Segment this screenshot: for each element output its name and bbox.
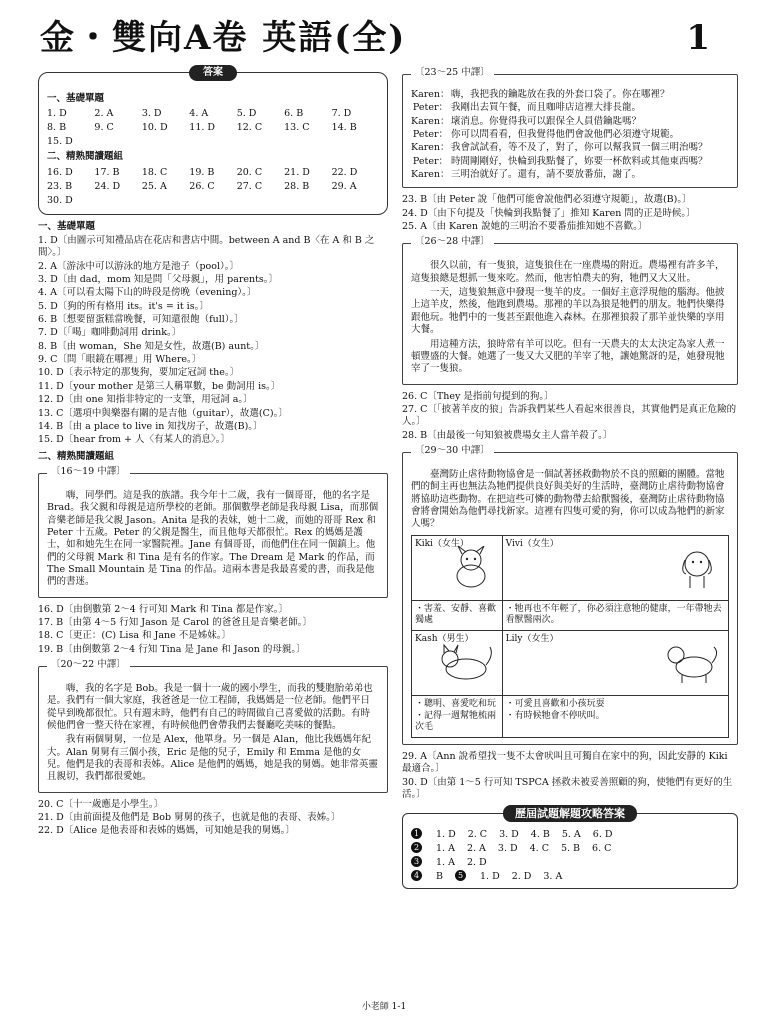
history-answer: 2. C xyxy=(467,829,488,841)
passage-paragraph: 一天，這隻狼無意中發現一隻羊的皮。一個好主意浮現他的腦海。他披上這羊皮，然後，他跑到農場。那裡的羊以為狼是牠們的朋友。牠們快樂得跟他玩。牠們中的一隻甚至跟他進入森林。在那裡狼殺了那羊並快樂的享用大餐。 xyxy=(411,287,725,336)
pet-name: Kiki（女生） xyxy=(415,538,469,549)
dialog xyxy=(411,89,729,181)
answer-explanation: 1. D〔由圖示可知禮品店在花店和書店中間。between A and B〈在 A 和 B 之間〉。〕 xyxy=(38,235,375,259)
pet-desc-line: ・記得一週幫牠梳兩次毛 xyxy=(415,710,497,733)
answer-explanation: 2. A〔游泳中可以游泳的地方是池子（pool）。〕 xyxy=(38,260,240,272)
history-answer: 1. A xyxy=(436,857,455,869)
answer-basic-grid xyxy=(47,107,379,149)
answer-explanation: 13. C〔選項中與樂器有關的是吉他（guitar），故選(C)。〕 xyxy=(38,407,288,419)
pet-desc-line: ・有時候牠會不停吠叫。 xyxy=(505,710,605,721)
passage-box-16-19 xyxy=(38,465,388,598)
dialog-speaker: Karen： xyxy=(411,89,450,100)
history-answer: 2. D xyxy=(466,857,487,869)
pet-table xyxy=(411,535,729,738)
answer-cell: 1. D xyxy=(47,108,67,120)
passage-paragraph: 臺灣防止虐待動物協會是一個試著拯救動物於不良的照顧的團體。當牠們的飼主再也無法為牠們提供良好與美好的生活時，臺灣防止虐待動物協會將協助這些動物。在把這些可憐的動物帶去給獸醫後，臺灣防止虐待動物協會將會開始為他們尋找新家。這裡有四隻可愛的狗，你可以成為牠們的新家人嗎？ xyxy=(411,468,725,530)
pet-desc-line: ・害羞、安靜、喜歡獨處 xyxy=(415,603,497,626)
passage-box-29-30 xyxy=(402,444,738,745)
answer-explanation: 24. D〔由下句提及「快輪到我點餐了」推知 Karen 問的正是時候。〕 xyxy=(402,207,696,219)
pet-desc-line: ・可愛且喜歡和小孩玩耍 xyxy=(505,699,605,709)
answer-cell: 11. D xyxy=(189,122,216,134)
passage-answers xyxy=(38,604,388,656)
answer-cell: 23. B xyxy=(47,180,73,192)
passage-answers xyxy=(402,751,738,801)
page-title: 金・雙向A卷 英語(全) xyxy=(40,18,407,58)
answer-explanation: 22. D〔Alice 是他表哥和表姊的媽媽，可知她是我的舅媽。〕 xyxy=(38,825,295,837)
circle-number-icon: 5 xyxy=(455,870,466,881)
circle-number-icon: 2 xyxy=(411,842,422,853)
passage-paragraph: 我有兩個舅舅，一位是 Alex，他單身。另一個是 Alan，他比我媽媽年紀大。Alan 舅舅有三個小孩，Eric 是他的兒子，Emily 和 Emma 是他的女兒。他們是我的表哥和表姊。Alice 是他們的媽媽，她是我的舅媽。她非常英靈且親切，我們都很愛她。 xyxy=(47,734,378,783)
passage-text xyxy=(47,490,379,589)
answer-cell: 2. A xyxy=(94,108,114,120)
history-answer: 6. C xyxy=(592,843,612,855)
answer-reading-grid xyxy=(47,166,379,208)
circle-number-icon: 3 xyxy=(411,856,422,867)
dialog-speaker: Karen： xyxy=(411,142,450,154)
dialog-speaker: Peter： xyxy=(412,155,448,167)
left-column xyxy=(38,67,388,839)
passage-label: 〔29～30 中譯〕 xyxy=(411,445,494,457)
answer-explanation: 3. D〔由 dad，mom 知是問「父母親」，用 parents。〕 xyxy=(38,274,279,286)
answer-cell: 26. C xyxy=(189,180,215,192)
answer-cell: 8. B xyxy=(47,122,67,134)
answer-explanation: 25. A〔由 Karen 說她的三明治不要番茄推知她不喜歡。〕 xyxy=(402,221,648,233)
answer-explanation: 30. D〔由第 1～5 行可知 TSPCA 拯救未被妥善照顧的狗，使牠們有更好的生活。〕 xyxy=(402,776,733,801)
answer-explanation: 6. B〔想要留蛋糕當晚餐，可知還很飽（full）。〕 xyxy=(38,314,244,326)
pet-desc-kash xyxy=(412,696,503,738)
header xyxy=(40,14,730,62)
answer-cell: 3. D xyxy=(141,108,162,120)
passage-box-23-25 xyxy=(402,67,738,188)
history-row xyxy=(411,856,729,870)
answer-explanation: 29. A〔Ann 說希望找一隻不太會吠叫且可獨自在家中的狗，因此安靜的 Kiki 最適合。〕 xyxy=(402,751,728,775)
answer-reading-title: 二、精熟閱讀題組 xyxy=(47,151,124,163)
answer-cell: 9. C xyxy=(94,122,114,134)
passage-label: 〔23～25 中譯〕 xyxy=(411,67,494,79)
history-answer: 4. B xyxy=(530,829,550,841)
passage-answers xyxy=(402,391,738,442)
history-answer: 3. A xyxy=(543,871,563,883)
answer-cell: 19. B xyxy=(189,166,215,178)
passage-paragraph: 很久以前，有一隻狼，這隻狼住在一座農場的附近。農場裡有許多羊，這隻狼總是想抓一隻來吃。然而，他害怕農夫的狗，牠們又大又壯。 xyxy=(411,260,725,284)
pet-cell-lily xyxy=(502,631,728,696)
answer-cell: 28. B xyxy=(284,180,310,192)
answer-cell: 13. C xyxy=(284,122,310,134)
pet-desc xyxy=(415,699,499,734)
basic-items xyxy=(38,235,388,447)
dialog-speaker: Karen： xyxy=(411,169,450,181)
passage-label: 〔26～28 中譯〕 xyxy=(411,236,494,248)
history-answer: 1. D xyxy=(436,829,456,841)
answer-explanation: 16. D〔由倒數第 2～4 行可知 Mark 和 Tina 都是作家。〕 xyxy=(38,603,289,615)
dog-illustration-icon xyxy=(446,546,496,590)
basic-heading: 一、基礎單題 xyxy=(38,220,96,232)
answer-cell: 10. D xyxy=(141,122,168,134)
pet-cell-kash xyxy=(412,631,503,696)
pet-name: Vivi（女生） xyxy=(505,538,559,549)
history-answer: 3. D xyxy=(497,843,518,855)
pet-name: Lily（女生） xyxy=(505,634,559,644)
answer-cell: 17. B xyxy=(94,166,120,178)
answer-cell: 4. A xyxy=(189,108,209,120)
dialog-line: 壞消息。你覺得我可以跟保全人員借鑰匙嗎？ xyxy=(451,115,642,127)
history-answer: 2. A xyxy=(466,843,486,855)
answer-explanation: 23. B〔由 Peter 說「他們可能會說他們必須遵守規範」，故選(B)。〕 xyxy=(402,194,692,206)
passage-text xyxy=(411,469,729,531)
right-column xyxy=(402,67,738,889)
passage-answers xyxy=(402,194,738,233)
dialog-speaker: Peter： xyxy=(412,102,448,114)
dog-illustration-icon xyxy=(662,641,722,685)
pet-desc-line: ・聰明、喜愛吃和玩 xyxy=(415,699,497,709)
dialog-line: 我會試試看，等不及了，對了，你可以幫我買一個三明治嗎？ xyxy=(451,142,708,154)
history-label: 歷屆試題解題攻略答案 xyxy=(503,805,637,822)
history-answer: 1. D xyxy=(479,871,500,883)
page-number: 1 xyxy=(686,18,710,58)
pet-desc-vivi xyxy=(502,600,728,630)
answer-cell: 22. D xyxy=(331,166,358,178)
dog-illustration-icon xyxy=(672,546,722,590)
reading-heading: 二、精熟閱讀題組 xyxy=(38,450,115,462)
dialog-line: 你可以問看看，但我覺得他們會說他們必須遵守規範。 xyxy=(451,129,680,141)
answer-cell: 18. C xyxy=(141,166,168,178)
cat-illustration-icon xyxy=(436,641,496,685)
dialog-line: 嗨，我把我的鑰匙放在我的外套口袋了。你在哪裡？ xyxy=(451,89,670,100)
passage-label-text: 29～30 中譯 xyxy=(424,444,481,456)
answer-explanation: 12. D〔由 one 知指非特定的一支筆，用冠詞 a。〕 xyxy=(38,394,253,406)
passage-label-text: 20～22 中譯 xyxy=(60,659,117,670)
history-answer: 5. A xyxy=(561,829,581,841)
answer-cell: 5. D xyxy=(236,108,257,120)
answer-cell: 12. C xyxy=(236,122,263,134)
passage-answers xyxy=(38,799,388,838)
history-answer: B xyxy=(436,871,443,883)
history-answer: 4. C xyxy=(529,843,549,855)
passage-text xyxy=(411,260,729,375)
history-answer: 5. B xyxy=(560,843,581,855)
passage-label-text: 23～25 中譯 xyxy=(424,67,481,78)
passage-paragraph: 嗨，我的名字是 Bob。我是一個十一歲的國小學生，而我的雙胞胎弟弟也是。我們有一個大家庭，我爸爸是一位工程師，我媽媽是一位老師。他們平日從早到晚都很忙。只有週末時，他們有自己的時間做自己喜愛做的活動。有時候他們會一整天待在家裡，有時候他們會帶我們去餐廳吃美味的餐點。 xyxy=(47,683,373,732)
answer-cell: 27. C xyxy=(236,180,263,192)
history-answer: 1. A xyxy=(436,843,455,855)
history-row xyxy=(411,870,729,884)
passage-label-text: 26～28 中譯 xyxy=(424,236,481,248)
pet-cell-kiki xyxy=(412,535,503,600)
answer-basic-title: 一、基礎單題 xyxy=(47,93,105,104)
answer-cell: 29. A xyxy=(331,180,357,192)
answer-explanation: 14. B〔由 a place to live in 知找房子，故選(B)。〕 xyxy=(38,420,263,432)
answer-cell: 24. D xyxy=(94,180,121,192)
circle-number-icon: 1 xyxy=(411,828,422,839)
pet-cell-vivi xyxy=(502,535,728,600)
pet-desc xyxy=(415,604,499,627)
answer-box xyxy=(38,67,388,215)
pet-desc xyxy=(506,699,725,722)
passage-label: 〔16～19 中譯〕 xyxy=(47,466,130,478)
history-answer: 3. D xyxy=(499,829,519,841)
answer-explanation: 21. D〔由前面提及他們是 Bob 舅舅的孩子，也就是他的表哥、表姊。〕 xyxy=(38,812,341,824)
answer-cell: 15. D xyxy=(47,136,73,148)
history-row xyxy=(411,842,729,856)
history-row xyxy=(411,828,729,842)
answer-cell: 6. B xyxy=(284,108,304,120)
pet-desc-kiki xyxy=(412,600,503,630)
answer-cell: 14. B xyxy=(331,122,357,134)
pet-name: Kash（男生） xyxy=(415,634,474,644)
history-answer: 6. D xyxy=(592,829,613,841)
answer-cell: 7. D xyxy=(331,108,352,120)
passage-paragraph: 嗨，同學們。這是我的族譜。我今年十二歲，我有一個哥哥，他的名字是 Brad。我父親和母親是這所學校的老師。那個數學老師是我母親 Lisa，而那個音樂老師是我父親 Jason。Anita 是我的表妹，她十二歲，而她的哥哥 Rex 和 Peter 十五歲。Peter 的父親是醫生，而且他每天都很忙。Rex 的媽媽是護士，如和她先生在同一家醫院裡。Jane 有個哥哥，而他們住在同一個鎮上。他們的父母親 Mark 和 Tina 是有名的作家。The Dream 是 Mark 的作品，而 The Small Mountain 是 Tina 的作品。這兩本書是我最喜愛的書，而我是他們的書迷。 xyxy=(47,489,379,588)
answer-cell: 25. A xyxy=(141,180,167,192)
answer-explanation: 26. C〔They 是指前句提到的狗。〕 xyxy=(402,390,554,402)
answer-cell: 16. D xyxy=(47,166,73,178)
circle-number-icon: 4 xyxy=(411,870,422,881)
passage-label: 〔20～22 中譯〕 xyxy=(47,659,130,671)
dialog-speaker: Peter： xyxy=(412,129,448,141)
answer-label: 答案 xyxy=(189,65,237,81)
passage-box-26-28 xyxy=(402,236,738,384)
dialog-speaker: Karen： xyxy=(411,115,450,127)
answer-cell: 30. D xyxy=(47,194,73,206)
pet-desc-line: ・牠再也不年輕了，你必須注意牠的健康，一年帶牠去看獸醫兩次。 xyxy=(505,603,722,626)
answer-explanation: 5. D〔狗的所有格用 its。it's = it is。〕 xyxy=(38,300,209,312)
answer-explanation: 7. D〔「喝」咖啡動詞用 drink。〕 xyxy=(38,327,182,339)
dialog-line: 時間剛剛好，快輪到我點餐了，妳要一杯飲料或其他東西嗎？ xyxy=(451,155,708,167)
answer-cell: 21. D xyxy=(284,166,310,178)
history-answer: 2. D xyxy=(511,871,532,883)
answer-explanation: 28. B〔由最後一句知狼被農場女主人當羊殺了。〕 xyxy=(402,429,613,441)
answer-explanation: 8. B〔由 woman，She 知是女性，故選(B) aunt。〕 xyxy=(38,340,265,352)
answer-explanation: 11. D〔your mother 是第三人稱單數，be 動詞用 is。〕 xyxy=(38,380,281,392)
answer-explanation: 17. B〔由第 4～5 行知 Jason 是 Carol 的爸爸且是音樂老師。〕 xyxy=(38,616,312,628)
answer-explanation: 4. A〔可以看太陽下山的時段是傍晚（evening）。〕 xyxy=(38,287,257,299)
dialog-line: 三明治就好了。還有，請不要放番茄，謝了。 xyxy=(451,169,642,181)
passage-paragraph: 用這種方法，狼時常有羊可以吃。但有一天農夫的太太決定為家人煮一頓豐盛的大餐。她選了一隻又大又肥的羊宰了牠，讓她驚訝的是，她發現牠宰了一隻狼。 xyxy=(411,338,725,375)
pet-desc xyxy=(506,604,725,627)
history-answer-box xyxy=(402,807,738,889)
dialog-line: 我剛出去買午餐，而且咖啡店這裡大排長龍。 xyxy=(451,102,642,114)
answer-cell: 20. C xyxy=(236,166,263,178)
answer-explanation: 9. C〔問「眼鏡在哪裡」用 Where。〕 xyxy=(38,354,202,366)
answer-explanation: 18. C〔更正：(C) Lisa 和 Jane 不是姊妹。〕 xyxy=(38,630,232,642)
answer-explanation: 15. D〔hear from + 人〈有某人的消息〉。〕 xyxy=(38,434,230,446)
footer: 小老師 1-1 xyxy=(361,1002,407,1012)
pet-desc-lily xyxy=(502,696,728,738)
history-rows xyxy=(411,828,729,884)
answer-explanation: 27. C〔「披著羊皮的狼」告訴我們某些人看起來很善良，其實他們是真正危險的人。〕 xyxy=(402,403,737,428)
answer-explanation: 10. D〔表示特定的那隻狗，要加定冠詞 the。〕 xyxy=(38,367,240,379)
passage-box-20-22 xyxy=(38,659,388,793)
answer-explanation: 19. B〔由倒數第 2～4 行知 Tina 是 Jane 和 Jason 的母親。〕 xyxy=(38,643,306,655)
answer-explanation: 20. C〔十一歲應是小學生。〕 xyxy=(38,798,164,810)
passage-text xyxy=(47,683,379,784)
passage-label-text: 16～19 中譯 xyxy=(60,465,117,477)
